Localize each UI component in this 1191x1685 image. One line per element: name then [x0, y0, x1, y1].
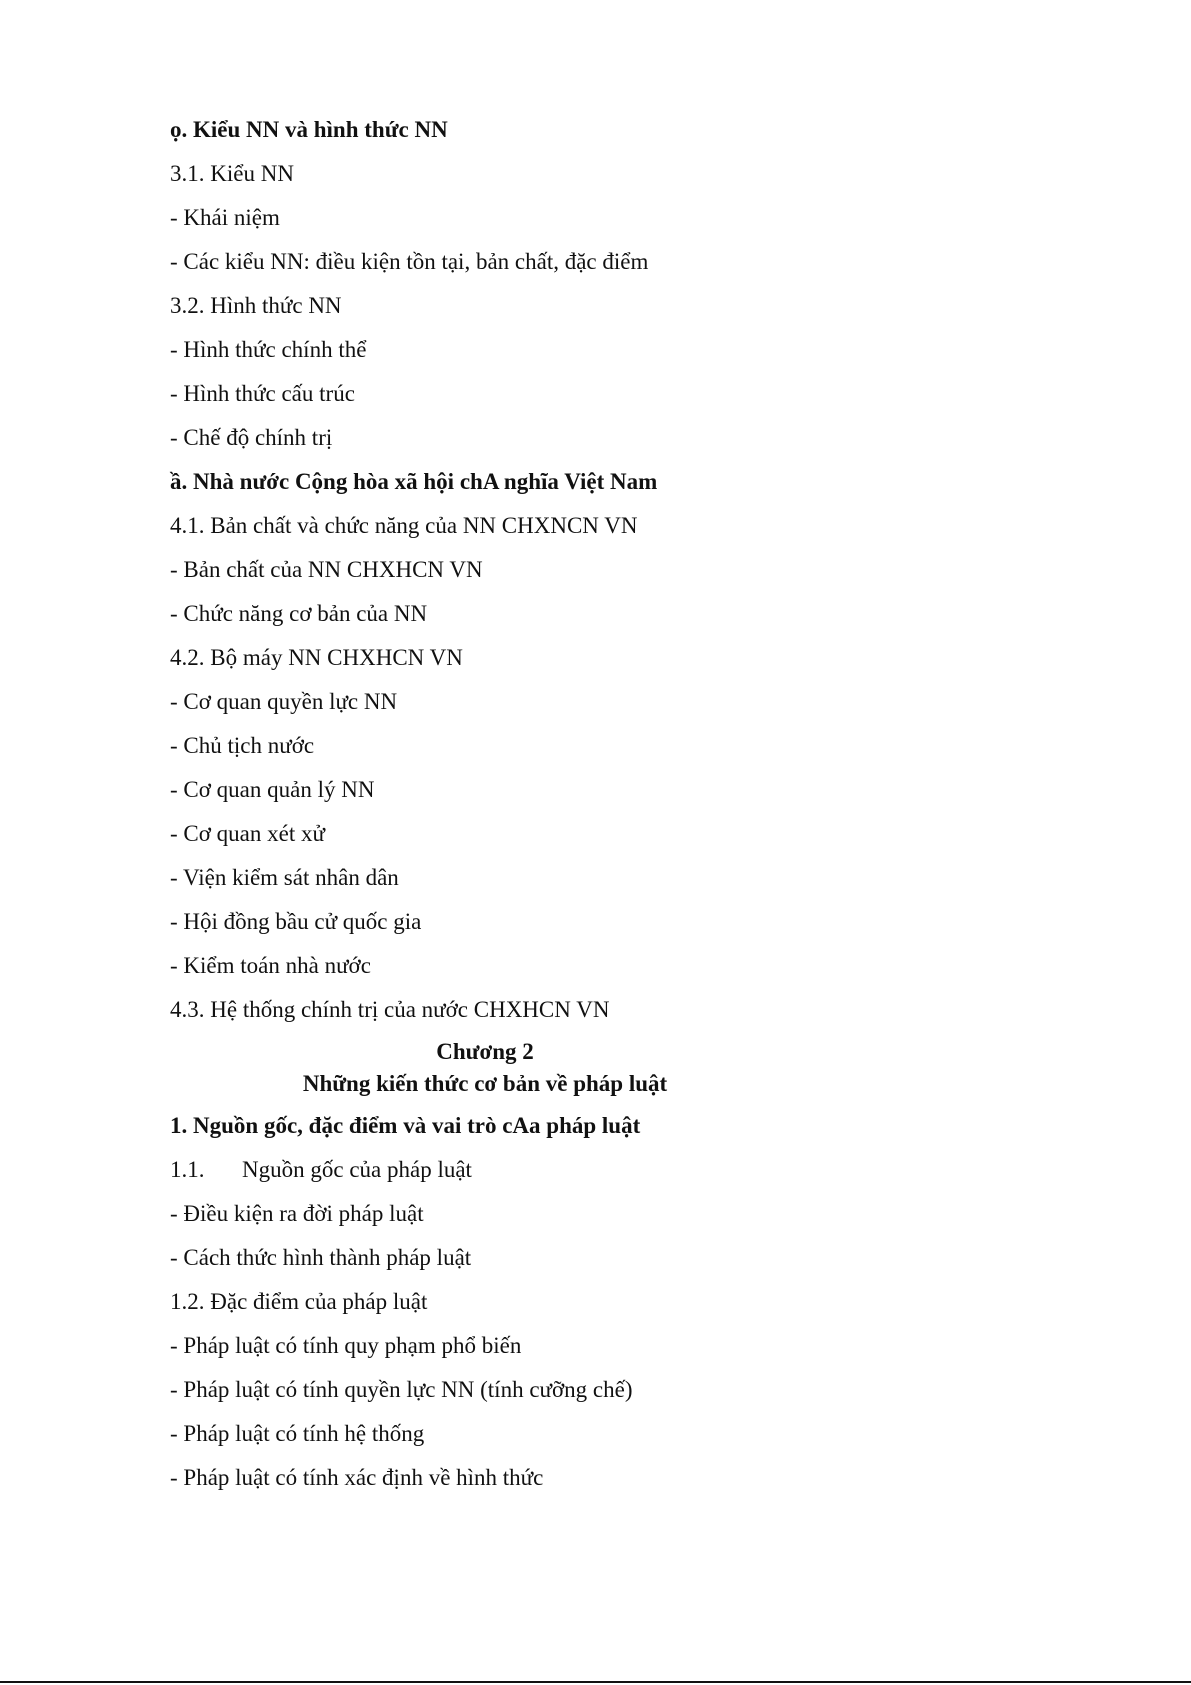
footer-divider — [0, 1681, 1191, 1683]
subsection-nature-functions: 4.1. Bản chất và chức năng của NN CHXNCN VN — [170, 513, 638, 538]
section-heading-law-origin: 1. Nguồn gốc, đặc điểm và vai trò cAa pháp luật — [170, 1113, 641, 1138]
document-body — [170, 108, 1050, 1500]
list-item: - Chế độ chính trị — [170, 425, 333, 450]
list-item: - Điều kiện ra đời pháp luật — [170, 1201, 424, 1226]
subsection-law-features: 1.2. Đặc điểm của pháp luật — [170, 1289, 428, 1314]
subsection-state-apparatus: 4.2. Bộ máy NN CHXHCN VN — [170, 645, 463, 670]
list-item: - Bản chất của NN CHXHCN VN — [170, 557, 483, 582]
subsection-number: 1.1. — [170, 1157, 205, 1182]
list-item: - Chức năng cơ bản của NN — [170, 601, 428, 626]
subsection-label: Nguồn gốc của pháp luật — [242, 1157, 472, 1182]
list-item: - Hình thức chính thể — [170, 337, 367, 362]
chapter-number: Chương 2 — [436, 1039, 534, 1064]
list-item: - Viện kiểm sát nhân dân — [170, 865, 399, 890]
list-item: - Khái niệm — [170, 205, 280, 230]
chapter-title: Những kiến thức cơ bản về pháp luật — [302, 1071, 668, 1096]
list-item: - Cách thức hình thành pháp luật — [170, 1245, 472, 1270]
list-item: - Chủ tịch nước — [170, 733, 315, 758]
list-item: - Cơ quan quản lý NN — [170, 777, 375, 802]
list-item: - Pháp luật có tính xác định về hình thức — [170, 1465, 544, 1490]
list-item: - Pháp luật có tính hệ thống — [170, 1421, 425, 1446]
list-item: - Hội đồng bầu cử quốc gia — [170, 909, 422, 934]
subsection-law-origin — [170, 1148, 1050, 1192]
list-item: - Cơ quan xét xử — [170, 821, 325, 846]
list-item: - Kiểm toán nhà nước — [170, 953, 371, 978]
subsection-political-system: 4.3. Hệ thống chính trị của nước CHXHCN VN — [170, 997, 610, 1022]
subsection-state-form: 3.2. Hình thức NN — [170, 293, 342, 318]
subsection-state-type: 3.1. Kiểu NN — [170, 161, 294, 186]
list-item: - Pháp luật có tính quy phạm phổ biến — [170, 1333, 522, 1358]
chapter-heading — [170, 1032, 800, 1104]
list-item: - Hình thức cấu trúc — [170, 381, 355, 406]
list-item: - Cơ quan quyền lực NN — [170, 689, 398, 714]
list-item: - Pháp luật có tính quyền lực NN (tính cưỡng chế) — [170, 1377, 633, 1402]
section-heading-state-type-form: ọ. Kiểu NN và hình thức NN — [170, 117, 448, 142]
section-heading-vietnam-state: ầ. Nhà nước Cộng hòa xã hội chA nghĩa Việt Nam — [170, 469, 658, 494]
list-item: - Các kiểu NN: điều kiện tồn tại, bản chất, đặc điểm — [170, 249, 649, 274]
